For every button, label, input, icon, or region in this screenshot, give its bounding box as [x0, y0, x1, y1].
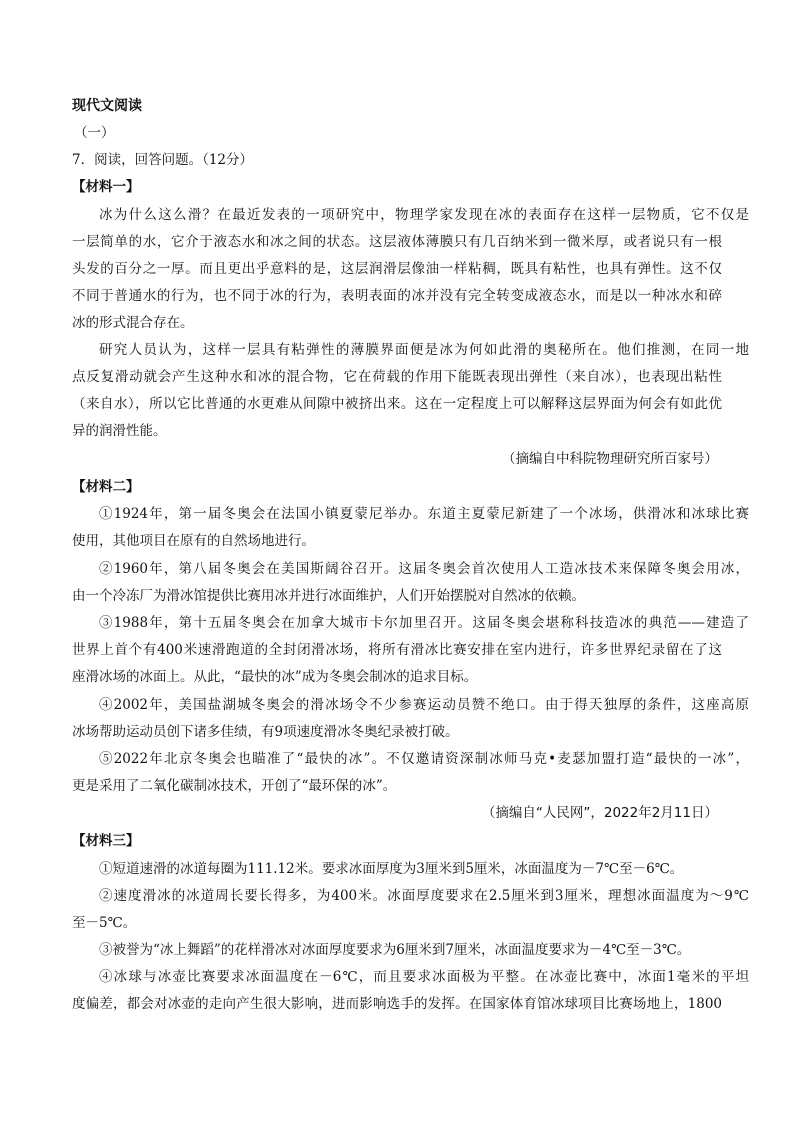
material3-line: ③被誉为“冰上舞蹈”的花样滑冰对冰面厚度要求为6厘米到7厘米，冰面温度要求为－4℃至－3℃。 — [99, 942, 691, 958]
material1-line: 头发的百分之一厚。而且更出乎意料的是，这层润滑层像油一样粘稠，既具有粘性，也具有弹性。这不仅 — [72, 261, 722, 277]
material2-source: （摘编自“人民网”，2022年2月11日） — [481, 805, 718, 821]
material1-line: 不同于普通水的行为，也不同于冰的行为，表明表面的冰并没有完全转变成液态水，而是以一种冰水和碎 — [72, 288, 722, 304]
material2-line: 座滑冰场的冰面上。从此，“最快的冰”成为冬奥会制冰的追求目标。 — [72, 669, 478, 685]
material3-line: ④冰球与冰壶比赛要求冰面温度在－6℃，而且要求冰面极为平整。在冰壶比赛中，冰面1毫米的平坦 — [99, 969, 749, 985]
material1-line: 研究人员认为，这样一层具有粘弹性的薄膜界面便是冰为何如此滑的奥秘所在。他们推测，在同一地 — [99, 342, 749, 358]
material2-line: ⑤2022年北京冬奥会也瞄准了“最快的冰”。不仅邀请资深制冰师马克•麦瑟加盟打造“最快的一冰”， — [99, 751, 749, 767]
material1-heading: 【材料一】 — [72, 179, 140, 195]
question-stem: 7．阅读，回答问题。（12分） — [72, 152, 254, 168]
material1-line: 冰的形式混合存在。 — [72, 315, 194, 331]
material3-line: ①短道速滑的冰道每圈为111.12米。要求冰面厚度为3厘米到5厘米，冰面温度为－7℃至－6℃。 — [99, 861, 684, 877]
material1-line: 一层简单的水，它介于液态水和冰之间的状态。这层液体薄膜只有几百纳米到一微米厚，或者说只有一根 — [72, 234, 722, 250]
material2-line: 更是采用了二氧化碳制冰技术，开创了“最环保的冰”。 — [72, 778, 397, 794]
material3-line: 至－5℃。 — [72, 915, 137, 931]
material2-line: ④2002年，美国盐湖城冬奥会的滑冰场令不少参赛运动员赞不绝口。由于得天独厚的条件，这座高原 — [99, 697, 749, 713]
material3-heading: 【材料三】 — [72, 833, 140, 849]
material2-line: ②1960年，第八届冬奥会在美国斯阔谷召开。这届冬奥会首次使用人工造冰技术来保障冬奥会用冰， — [99, 561, 749, 577]
section-title: 现代文阅读 — [72, 98, 142, 114]
material1-line: 异的润滑性能。 — [72, 423, 167, 439]
material1-source: （摘编自中科院物理研究所百家号） — [502, 451, 718, 467]
material2-line: ①1924年，第一届冬奥会在法国小镇夏蒙尼举办。东道主夏蒙尼新建了一个冰场，供滑冰和冰球比赛 — [99, 506, 749, 522]
material2-line: 世界上首个有400米速滑跑道的全封闭滑冰场，将所有滑冰比赛安排在室内进行，许多世界纪录留在了这 — [72, 642, 722, 658]
material2-line: 使用，其他项目在原有的自然场地进行。 — [72, 533, 315, 549]
material2-line: ③1988年，第十五届冬奥会在加拿大城市卡尔加里召开。这届冬奥会堪称科技造冰的典范——建造了 — [99, 615, 749, 631]
material2-heading: 【材料二】 — [72, 479, 140, 495]
material2-line: 冰场帮助运动员创下诸多佳绩，有9项速度滑冰冬奥纪录被打破。 — [72, 724, 459, 740]
material3-line: 度偏差，都会对冰壶的走向产生很大影响，进而影响选手的发挥。在国家体育馆冰球项目比赛场地上，1800 — [72, 996, 722, 1012]
material1-line: 冰为什么这么滑？在最近发表的一项研究中，物理学家发现在冰的表面存在这样一层物质，它不仅是 — [99, 207, 749, 223]
material1-line: 点反复滑动就会产生这种水和冰的混合物，它在荷载的作用下能既表现出弹性（来自冰），也表现出粘性 — [72, 369, 722, 385]
material1-line: （来自水），所以它比普通的水更难从间隙中被挤出来。这在一定程度上可以解释这层界面为何会有如此优 — [72, 396, 722, 412]
material2-line: 由一个冷冻厂为滑冰馆提供比赛用冰并进行冰面维护，人们开始摆脱对自然冰的依赖。 — [72, 588, 585, 604]
part-label: （一） — [74, 125, 115, 141]
material3-line: ②速度滑冰的冰道周长要长得多，为400米。冰面厚度要求在2.5厘米到3厘米，理想冰面温度为～9℃ — [99, 888, 749, 904]
